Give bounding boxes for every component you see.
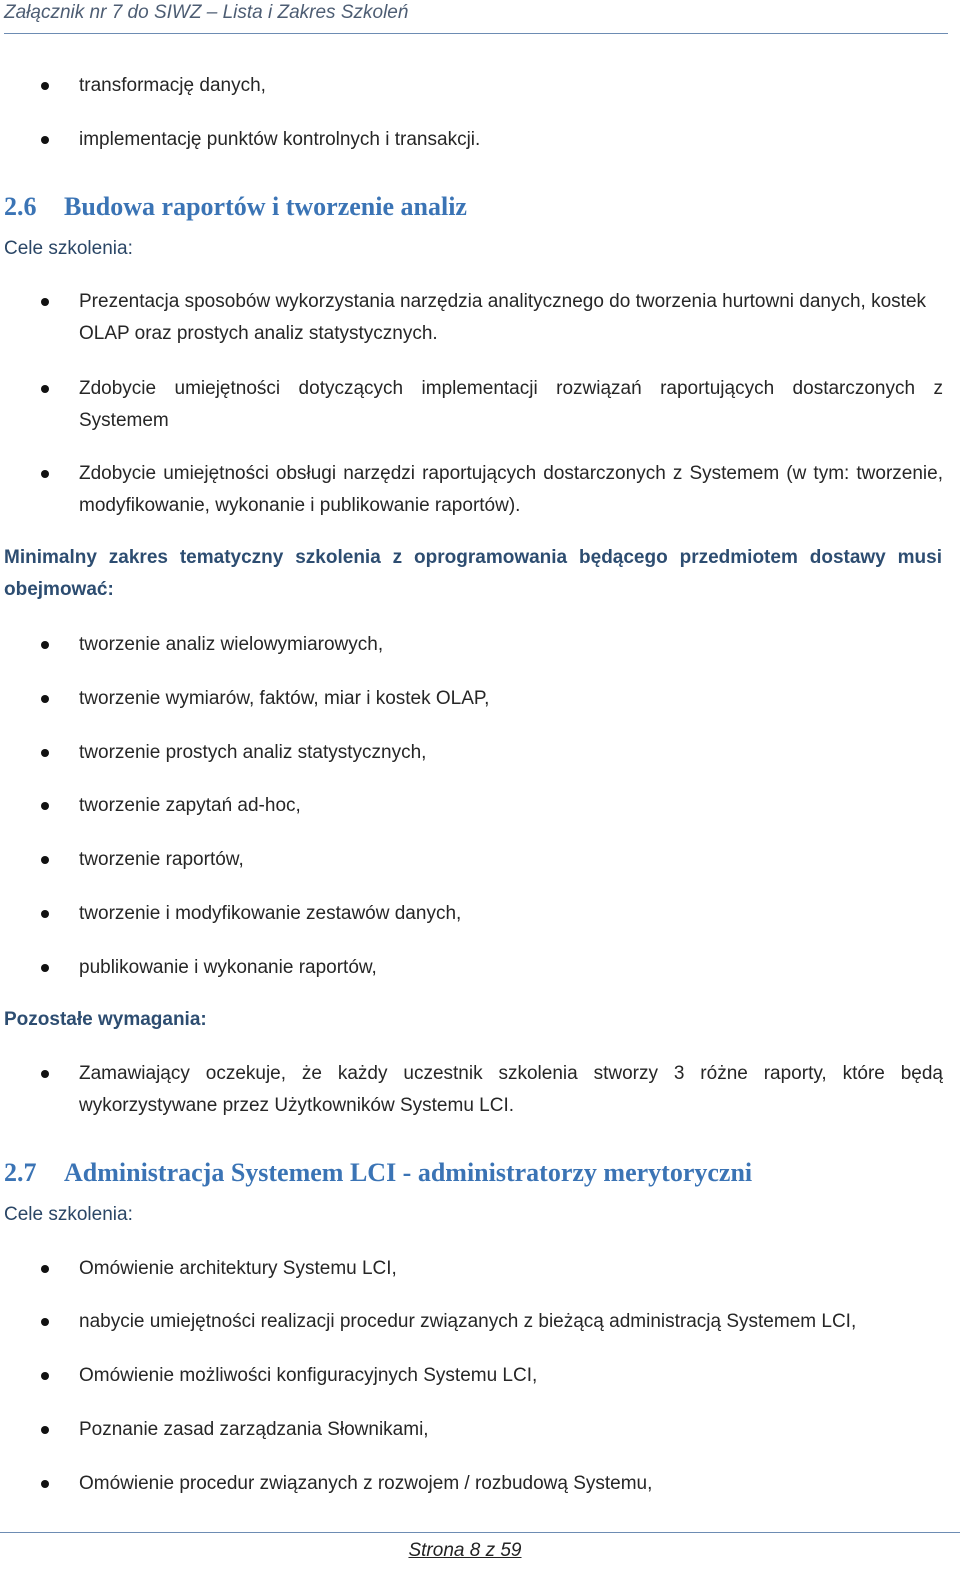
section-heading-2-7 <box>4 1156 944 1190</box>
bullet-icon <box>41 695 49 703</box>
list-item: tworzenie zapytań ad-hoc, <box>79 795 301 816</box>
scope-intro: Minimalny zakres tematyczny szkolenia z oprogramowania będącego przedmiotem dostawy musi obejmować: <box>4 547 942 600</box>
goals-label: Cele szkolenia: <box>4 1204 133 1225</box>
list-item: Omówienie architektury Systemu LCI, <box>79 1258 397 1279</box>
list-item: tworzenie prostych analiz statystycznych, <box>79 742 427 763</box>
list-item: transformację danych, <box>79 75 266 96</box>
bullet-icon <box>41 749 49 757</box>
bullet-icon <box>41 82 49 90</box>
bullet-icon <box>41 856 49 864</box>
page-number: Strona 8 z 59 <box>408 1540 522 1561</box>
bullet-icon <box>41 136 49 144</box>
list-item: Omówienie procedur związanych z rozwojem / rozbudową Systemu, <box>79 1473 653 1494</box>
list-item: tworzenie raportów, <box>79 849 244 870</box>
list-item: implementację punktów kontrolnych i transakcji. <box>79 129 481 150</box>
list-item: Omówienie możliwości konfiguracyjnych Systemu LCI, <box>79 1365 538 1386</box>
bullet-icon <box>41 1426 49 1434</box>
section-title: Administracja Systemem LCI - administratorzy merytoryczni <box>64 1158 753 1187</box>
bullet-icon <box>41 641 49 649</box>
list-item: Zamawiający oczekuje, że każdy uczestnik szkolenia stworzy 3 różne raporty, które będą wykorzystywane przez Użytkowników Systemu LCI. <box>79 1063 943 1116</box>
page-header <box>4 0 948 34</box>
goals-label: Cele szkolenia: <box>4 238 133 259</box>
bullet-icon <box>41 910 49 918</box>
bullet-icon <box>41 1480 49 1488</box>
bullet-icon <box>41 298 49 306</box>
bullet-icon <box>41 385 49 393</box>
list-item: tworzenie i modyfikowanie zestawów danych, <box>79 903 462 924</box>
section-number: 2.7 <box>4 1158 37 1187</box>
list-item: tworzenie wymiarów, faktów, miar i kostek OLAP, <box>79 688 490 709</box>
list-item: Prezentacja sposobów wykorzystania narzędzia analitycznego do tworzenia hurtowni danych, kostek OLAP oraz prostych analiz statystycznych. <box>79 291 927 344</box>
bullet-icon <box>41 470 49 478</box>
header-title: Załącznik nr 7 do SIWZ – Lista i Zakres Szkoleń <box>4 2 409 23</box>
bullet-icon <box>41 1372 49 1380</box>
section-title: Budowa raportów i tworzenie analiz <box>64 192 467 221</box>
bullet-icon <box>41 802 49 810</box>
list-item: tworzenie analiz wielowymiarowych, <box>79 634 384 655</box>
other-requirements-label: Pozostałe wymagania: <box>4 1009 207 1030</box>
list-item: publikowanie i wykonanie raportów, <box>79 957 377 978</box>
section-heading-2-6 <box>4 190 944 224</box>
section-number: 2.6 <box>4 192 37 221</box>
footer-divider <box>0 1532 960 1533</box>
list-item: Zdobycie umiejętności dotyczących implementacji rozwiązań raportujących dostarczonych z Systemem <box>79 378 943 431</box>
list-item: Poznanie zasad zarządzania Słownikami, <box>79 1419 429 1440</box>
list-item: nabycie umiejętności realizacji procedur związanych z bieżącą administracją Systemem LCI, <box>79 1311 857 1332</box>
bullet-icon <box>41 1265 49 1273</box>
bullet-icon <box>41 1318 49 1326</box>
list-item: Zdobycie umiejętności obsługi narzędzi raportujących dostarczonych z Systemem (w tym: tworzenie, modyfikowanie, wykonanie i publikowanie raportów). <box>79 463 943 516</box>
bullet-icon <box>41 964 49 972</box>
bullet-icon <box>41 1070 49 1078</box>
